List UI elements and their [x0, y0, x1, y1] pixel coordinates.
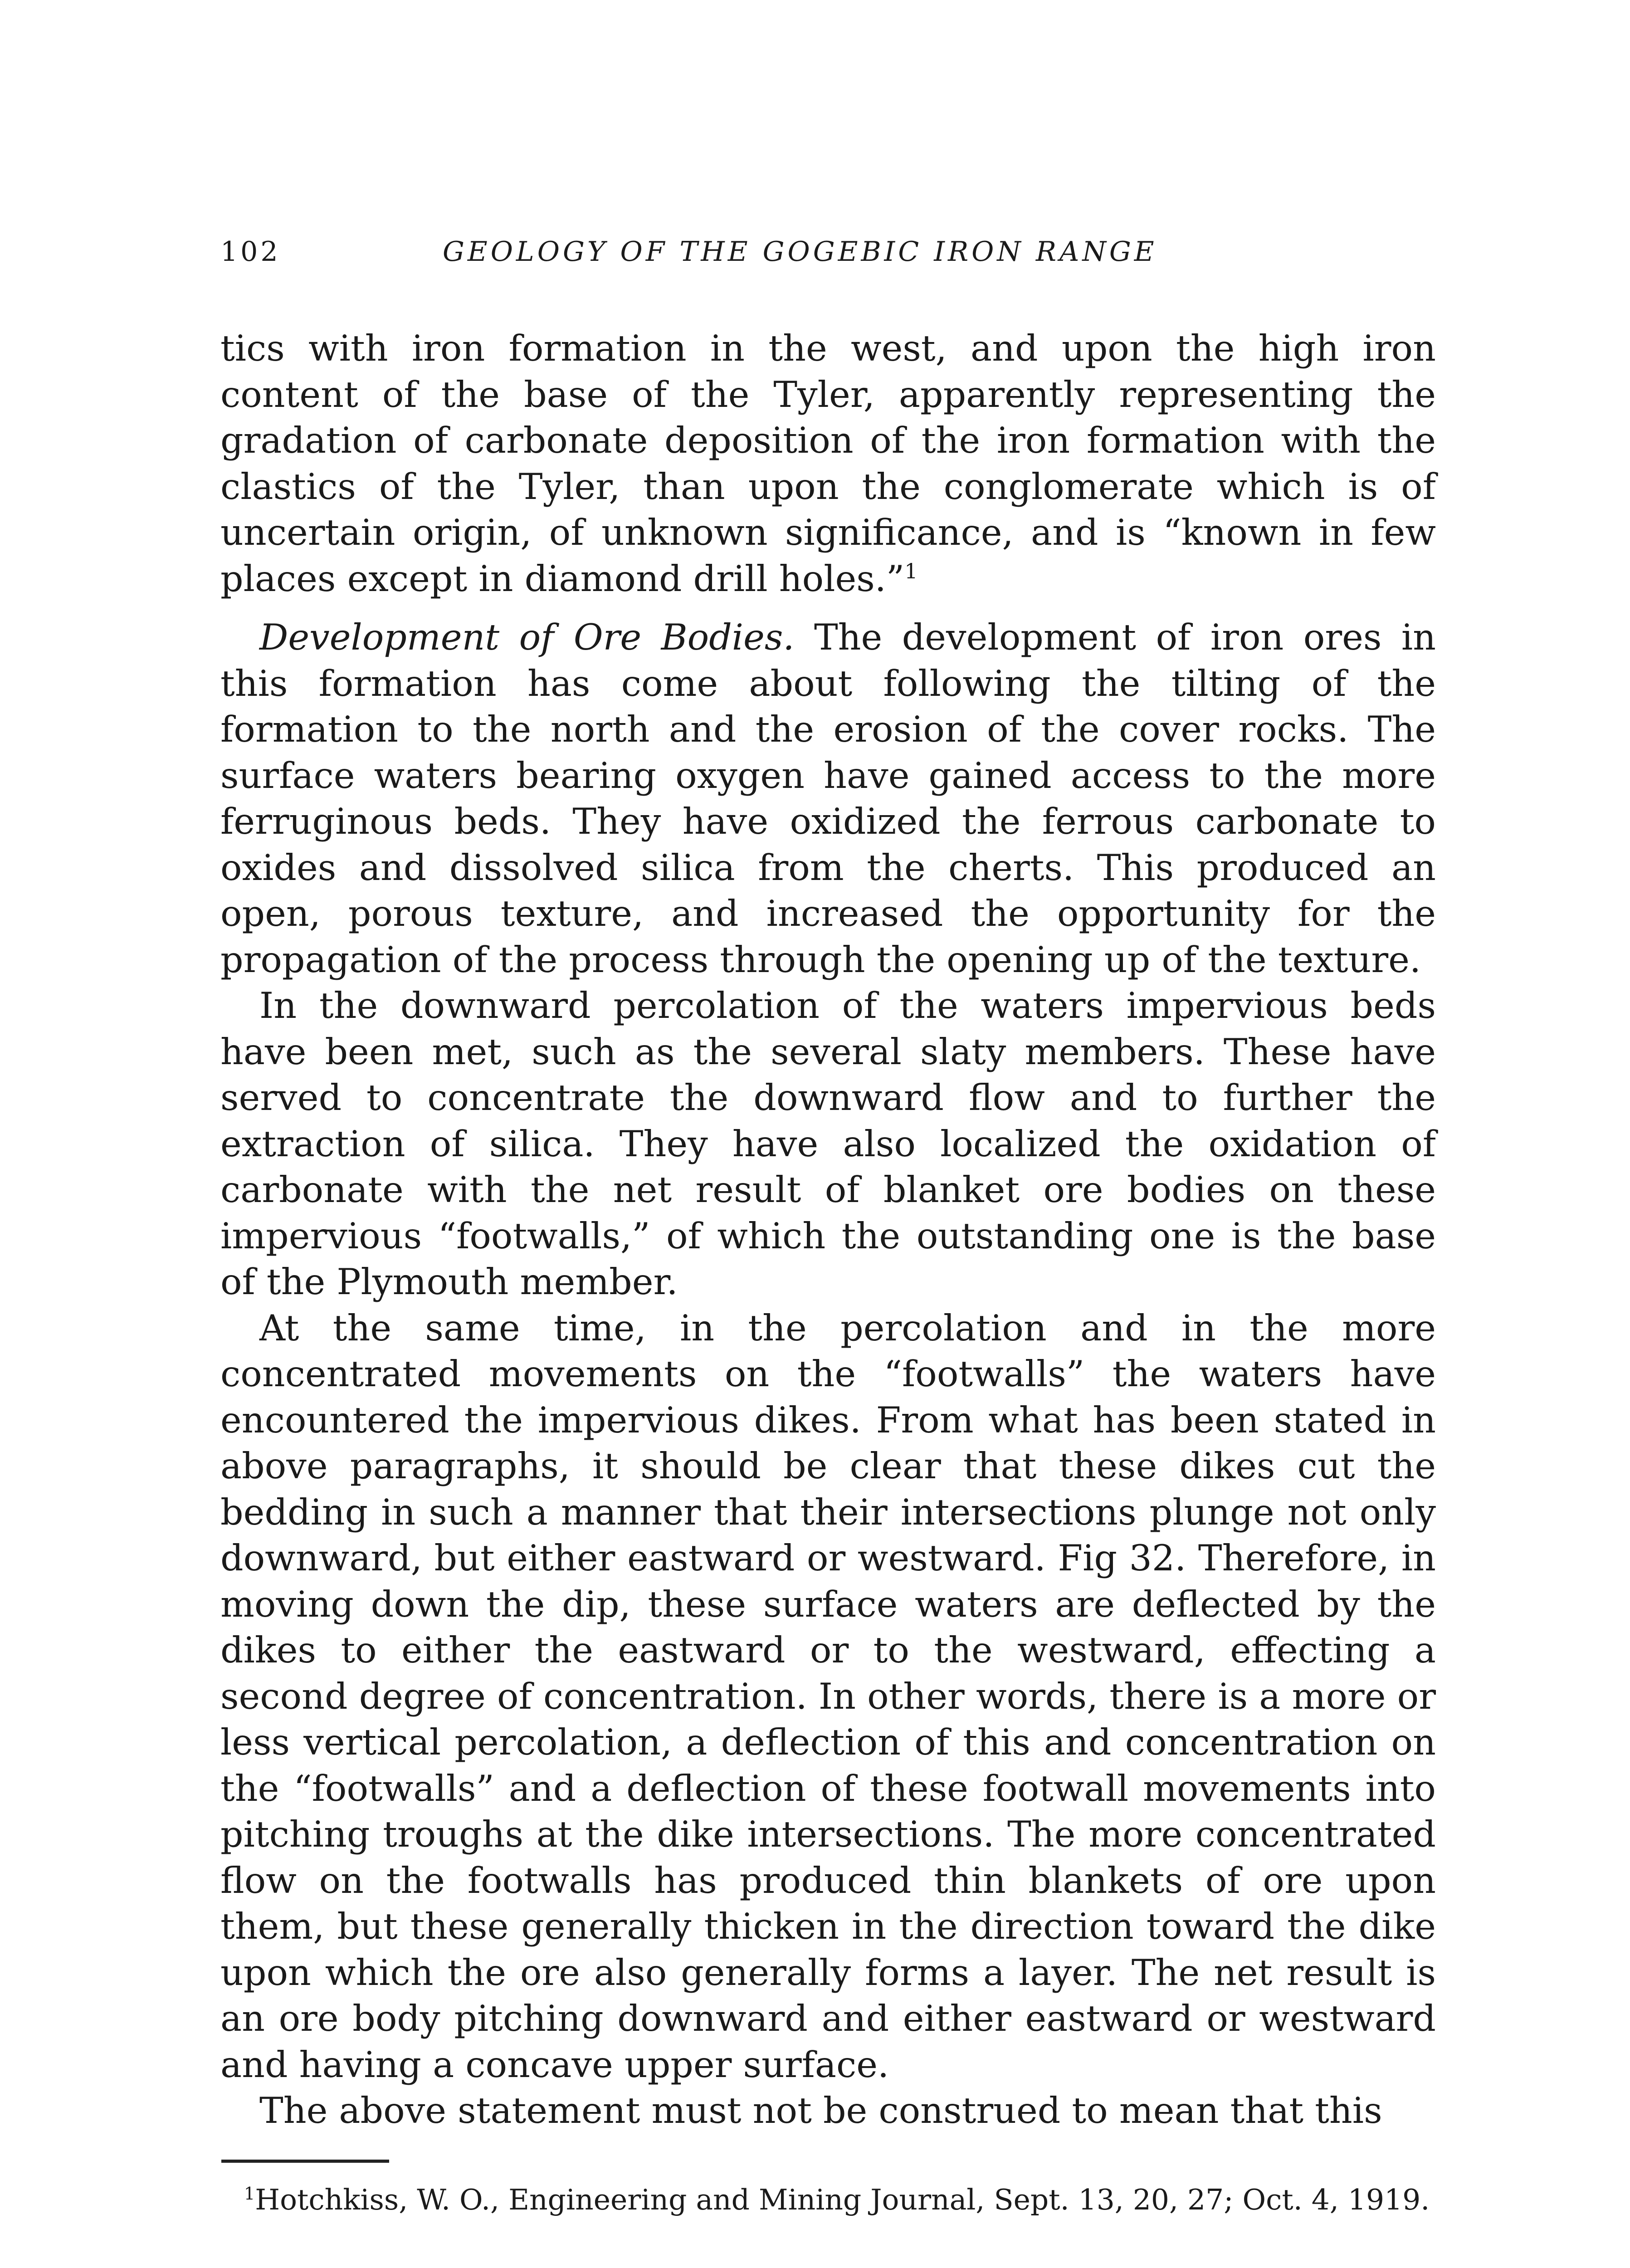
body-text [220, 326, 1436, 2134]
running-title: GEOLOGY OF THE GOGEBIC IRON RANGE [443, 236, 1157, 268]
paragraph-development-of-ore-bodies [220, 615, 1436, 983]
running-head [220, 236, 1436, 286]
footnote-divider [221, 2160, 389, 2163]
paragraph-text: In the downward percolation of the waters impervious beds have been met, such as the several slaty members. These have served to concentrate the downward flow and to further the extraction of silica. They have also localized the oxidation of carbonate with the net result of blanket ore bodies on these impervious “footwalls,” of which the outstanding one is the base of the Plymouth member. [220, 985, 1436, 1303]
paragraph-text: tics with iron formation in the west, and upon the high iron content of the base of the Tyler, apparently representing the gradation of carbonate deposition of the iron formation with the clastics of the Tyler, than upon the conglomerate which is of uncertain origin, of unknown significance, and is “known in few places except in diamond drill holes.” [220, 327, 1436, 600]
paragraph-text: The above statement must not be construed to mean that this [259, 2090, 1382, 2131]
footnote [220, 2182, 1436, 2218]
paragraph-downward-percolation [220, 983, 1436, 1305]
footnote-marker: 1 [244, 2183, 255, 2204]
paragraph-continuation [220, 326, 1436, 602]
page-number: 102 [220, 236, 281, 268]
paragraph-text: The development of iron ores in this formation has come about following the tilting of the formation to the north and the erosion of the cover rocks. The surface waters bearing oxygen have gained access to the more ferruginous beds. They have oxidized the ferrous carbonate to oxides and dissolved silica from the cherts. This produced an open, porous texture, and increased the opportunity for the propagation of the process through the opening up of the texture. [220, 616, 1436, 981]
section-run-in-heading: Development of Ore Bodies. [259, 616, 795, 658]
footnote-text: Hotchkiss, W. O., Engineering and Mining Journal, Sept. 13, 20, 27; Oct. 4, 1919. [255, 2183, 1430, 2216]
book-page [220, 236, 1436, 2218]
paragraph-above-statement [220, 2088, 1436, 2134]
paragraph-text: At the same time, in the percolation and in the more concentrated movements on the “footwalls” the waters have encountered the impervious dikes. From what has been stated in above paragraphs, it should be clear that these dikes cut the bedding in such a manner that their intersections plunge not only downward, but either eastward or westward. Fig 32. Therefore, in moving down the dip, these surface waters are deflected by the dikes to either the eastward or to the westward, effecting a second degree of concentration. In other words, there is a more or less vertical percolation, a deflection of this and concentration on the “footwalls” and a deflection of these footwall movements into pitching troughs at the dike intersections. The more concentrated flow on the footwalls has produced thin blankets of ore upon them, but these generally thicken in the direction toward the dike upon which the ore also generally forms a layer. The net result is an ore body pitching downward and either eastward or westward and having a concave upper surface. [220, 1307, 1436, 2086]
footnote-reference: 1 [904, 558, 918, 583]
paragraph-concentrated-movements [220, 1305, 1436, 2088]
